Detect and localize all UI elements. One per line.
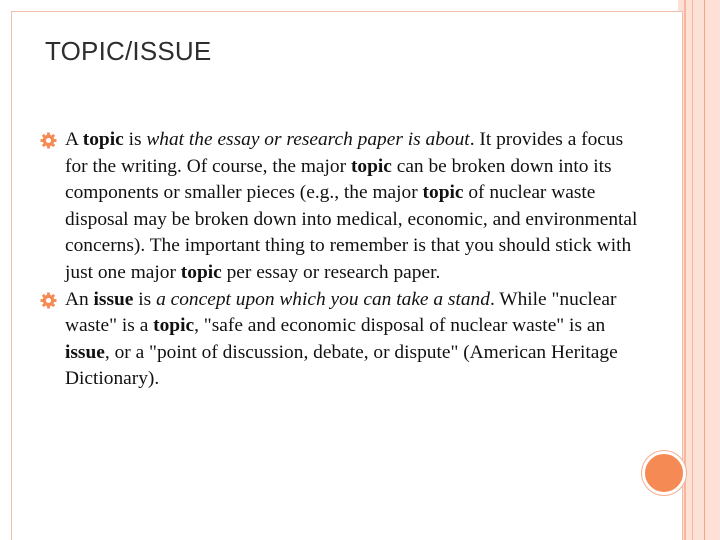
bullet-text-segment: issue — [93, 288, 134, 310]
bullet-text-segment: A — [65, 129, 83, 150]
rail-stripe — [684, 0, 686, 540]
bullet-item — [40, 287, 640, 393]
bullet-text-segment: An — [65, 288, 94, 310]
bullet-text-segment: , "safe and economic disposal of nuclear waste" is an — [194, 315, 606, 337]
bullet-text-segment: what the essay or research paper is about — [146, 129, 470, 150]
bullet-item — [40, 127, 640, 287]
bullet-text-segment: topic — [180, 261, 222, 283]
bullet-text-segment: topic — [422, 182, 464, 204]
bullet-text-segment: is — [133, 288, 157, 310]
bullet-list — [40, 127, 640, 393]
bullet-text-segment: , or a "point of discussion, debate, or dispute" (American Heritage Dictionary). — [65, 341, 618, 390]
bullet-text-segment: topic — [82, 129, 124, 150]
accent-circle — [642, 451, 686, 495]
bullet-text-segment: can be broken down into its components or smaller pieces (e.g., the major — [65, 155, 612, 204]
bullet-text-segment: per essay or research paper. — [221, 261, 441, 283]
bullet-text-segment: is — [123, 129, 147, 150]
bullet-text-segment: of nuclear waste disposal may be broken down into medical, economic, and environmental concerns). The important thing to remember is that you should stick with just one major — [65, 182, 638, 283]
rail-stripe — [704, 0, 705, 540]
gear-bullet-icon — [40, 132, 57, 149]
bullet-text-segment: . It provides a focus for the writing. Of course, the major — [65, 129, 624, 177]
bullet-text-segment: . While "nuclear waste" is a — [65, 288, 617, 337]
slide-title: TOPIC/ISSUE — [45, 36, 212, 66]
bullet-text-segment: issue — [65, 341, 105, 363]
rail-stripe — [692, 0, 693, 540]
bullet-text-segment: topic — [153, 315, 195, 337]
bullet-text-segment: a concept upon which you can take a stand — [156, 288, 490, 310]
bullet-text-segment: topic — [350, 155, 392, 177]
gear-bullet-icon — [40, 292, 57, 309]
